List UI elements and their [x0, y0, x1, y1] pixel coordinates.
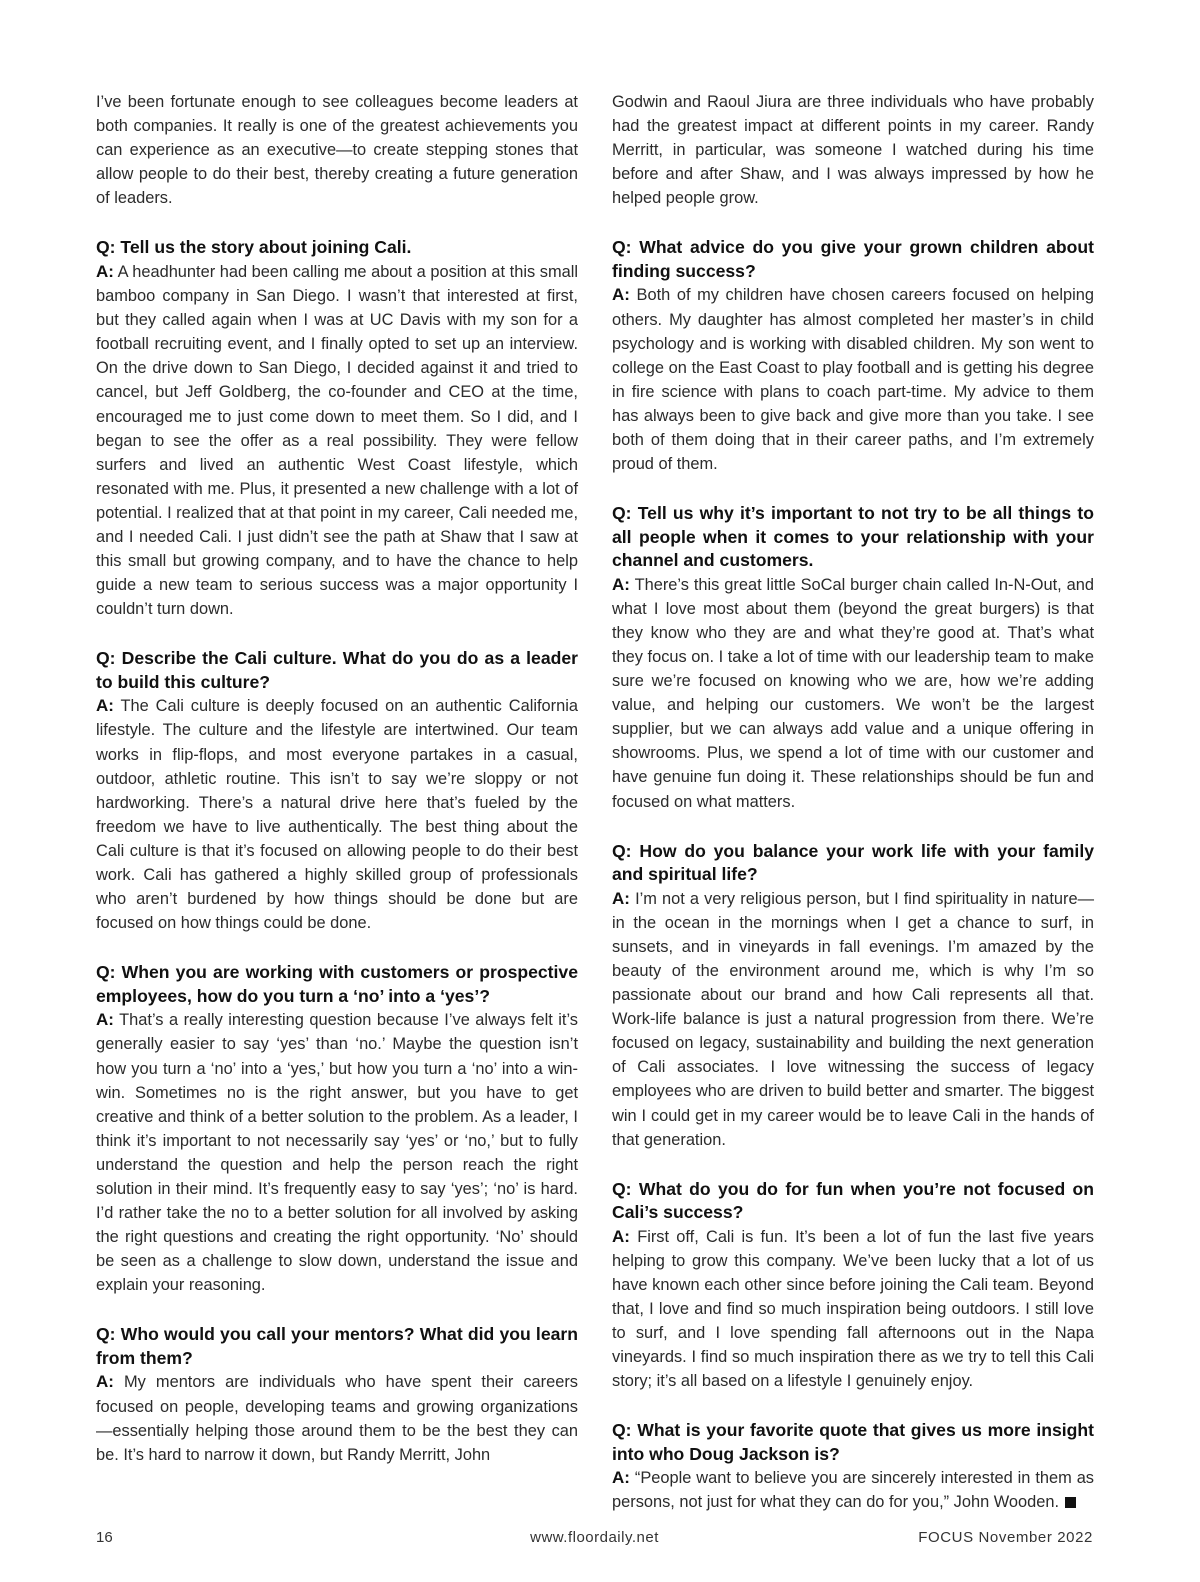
answer-paragraph	[96, 1370, 578, 1466]
answer-text: Both of my children have chosen careers focused on helping others. My daughter has almost completed her master’s in child psychology and is working with disabled children. My son went to college on the East Coast to play football and is getting his degree in fire science with plans to coach part-time. My advice to them has always been to give back and give more than you take. I see both of them doing that in their career paths, and I’m extremely proud of them.	[612, 286, 1094, 474]
qa-mentors	[96, 1323, 578, 1466]
qa-not-all-things	[612, 502, 1094, 813]
answer-text: My mentors are individuals who have spent their careers focused on people, developing teams and growing organizations—essentially helping those around them to be the best they can be. It’s hard to narrow it down, but Randy Merritt, John	[96, 1373, 578, 1464]
answer-paragraph	[96, 260, 578, 621]
answer-paragraph	[612, 1225, 1094, 1394]
qa-favorite-quote	[612, 1419, 1094, 1514]
answer-text: I’m not a very religious person, but I find spirituality in nature—in the ocean in the mornings when I get a chance to surf, in sunsets, and in vineyards in fall evenings. I’m amazed by the beauty of the environment around me, which is why I’m so passionate about our brand and how Cali represents all that. Work-life balance is just a natural progression from there. We’re focused on legacy, sustainability and building the next generation of Cali associates. I love witnessing the success of legacy employees who are driven to build better and smarter. The biggest win I could get in my career would be to leave Cali in the hands of that generation.	[612, 889, 1094, 1149]
answer-text: There’s this great little SoCal burger chain called In-N-Out, and what I love most about them (beyond the great burgers) is that they know who they are and what they’re good at. That’s what they focus on. I take a lot of time with our leadership team to make sure we’re focused on knowing who we are, how we’re adding value, and helping our customers. We won’t be the largest supplier, but we can always add value and a unique offering in showrooms. Plus, we spend a lot of time with our customer and have genuine fun doing it. These relationships should be fun and focused on what matters.	[612, 575, 1094, 811]
question-heading: Q: Who would you call your mentors? What did you learn from them?	[96, 1324, 578, 1368]
answer-label: A:	[96, 696, 114, 716]
answer-paragraph	[612, 1466, 1094, 1514]
question-heading: Q: When you are working with customers or prospective employees, how do you turn a ‘no’ into a ‘yes’?	[96, 962, 578, 1006]
question-heading: Q: What is your favorite quote that gives us more insight into who Doug Jackson is?	[612, 1420, 1094, 1464]
page-number: 16	[96, 1529, 113, 1546]
continuation-paragraph: Godwin and Raoul Jiura are three individuals who have probably had the greatest impact at different points in my career. Randy Merritt, in particular, was someone I watched during his time before and after Shaw, and I was always impressed by how he helped people grow.	[612, 93, 1094, 208]
qa-work-life-balance	[612, 840, 1094, 1152]
answer-paragraph	[612, 573, 1094, 814]
qa-joining-cali	[96, 236, 578, 621]
question-heading: Q: Describe the Cali culture. What do you do as a leader to build this culture?	[96, 648, 578, 692]
answer-label: A:	[612, 1226, 630, 1246]
answer-text: First off, Cali is fun. It’s been a lot of fun the last five years helping to grow this company. We’ve been lucky that a lot of us have known each other since before joining the Cali team. Beyond that, I love and find so much inspiration being outdoors. I still love to surf, and I love spending fall afternoons out in the Napa vineyards. I find so much inspiration there as we try to tell this Cali story; it’s all based on a lifestyle I genuinely enjoy.	[612, 1227, 1094, 1391]
answer-paragraph	[612, 887, 1094, 1152]
question-heading: Q: How do you balance your work life with your family and spiritual life?	[612, 840, 1094, 885]
intro-paragraph: I’ve been fortunate enough to see colleagues become leaders at both companies. It really is one of the greatest achievements you can experience as an executive—to create stepping stones that allow people to do their best, thereby creating a future generation of leaders.	[96, 93, 578, 208]
answer-label: A:	[612, 285, 630, 305]
answer-paragraph	[612, 283, 1094, 476]
qa-cali-culture	[96, 647, 578, 935]
answer-label: A:	[96, 1010, 114, 1030]
answer-text: That’s a really interesting question because I’ve always felt it’s generally easier to say ‘yes’ than ‘no.’ Maybe the question isn’t how you turn a ‘no’ into a ‘yes,’ but how you turn a ‘no’ into a win-win. Sometimes no is the right answer, but you have to get creative and think of a better solution to the problem. As a leader, I think it’s important to not necessarily say ‘yes’ or ‘no,’ but to fully understand the question and help the person reach the right solution in their mind. It’s frequently easy to say ‘yes’; ‘no’ is hard. I’d rather take the no to a better solution for all involved by asking the right questions and creating the right opportunity. ‘No’ should be seen as a challenge to slow down, understand the issue and explain your reasoning.	[96, 1011, 578, 1295]
qa-advice-children	[612, 236, 1094, 476]
answer-label: A:	[612, 888, 630, 908]
answer-label: A:	[96, 1372, 114, 1392]
question-heading: Q: Tell us the story about joining Cali.	[96, 237, 412, 258]
answer-text: “People want to believe you are sincerely interested in them as persons, not just for what they can do for you,” John Wooden.	[612, 1469, 1094, 1512]
qa-for-fun	[612, 1178, 1094, 1394]
left-column	[96, 90, 578, 1467]
page-footer	[96, 1529, 1093, 1553]
publication-issue: FOCUS November 2022	[918, 1529, 1093, 1546]
answer-text: A headhunter had been calling me about a position at this small bamboo company in San Diego. I wasn’t that interested at first, but they called again when I was at UC Davis with my son for a football recruiting event, and I finally opted to set up an interview. On the drive down to San Diego, I decided against it and tried to cancel, but Jeff Goldberg, the co-founder and CEO at the time, encouraged me to just come down to meet them. So I did, and I began to see the offer as a real possibility. They were fellow surfers and lived an authentic West Coast lifestyle, which resonated with me. Plus, it presented a new challenge with a lot of potential. I realized that at that point in my career, Cali needed me, and I needed Cali. I just didn’t see the path at Shaw that I saw at this small but growing company, and to have the chance to help guide a new team to serious success was a major opportunity I couldn’t turn down.	[96, 262, 578, 619]
end-of-article-mark	[1065, 1497, 1076, 1508]
answer-text: The Cali culture is deeply focused on an authentic California lifestyle. The culture and the lifestyle are intertwined. Our team works in flip-flops, and most everyone partakes in a casual, outdoor, athletic routine. This isn’t to say we’re sloppy or not hardworking. There’s a natural drive here that’s fueled by the freedom we have to live authentically. The best thing about the Cali culture is that it’s focused on allowing people to do their best work. Cali has gathered a highly skilled group of professionals who aren’t burdened by how things should be done but are focused on how things could be done.	[96, 697, 578, 933]
answer-label: A:	[96, 261, 114, 281]
question-heading: Q: What advice do you give your grown children about finding success?	[612, 237, 1094, 281]
qa-no-into-yes	[96, 961, 578, 1297]
question-heading: Q: Tell us why it’s important to not try to be all things to all people when it comes to your relationship with your channel and customers.	[612, 503, 1094, 571]
footer-url[interactable]: www.floordaily.net	[530, 1529, 659, 1546]
answer-paragraph	[96, 694, 578, 935]
answer-label: A:	[612, 1468, 630, 1488]
right-column	[612, 90, 1094, 1515]
question-heading: Q: What do you do for fun when you’re not focused on Cali’s success?	[612, 1178, 1094, 1223]
answer-paragraph	[96, 1008, 578, 1297]
answer-label: A:	[612, 574, 630, 594]
